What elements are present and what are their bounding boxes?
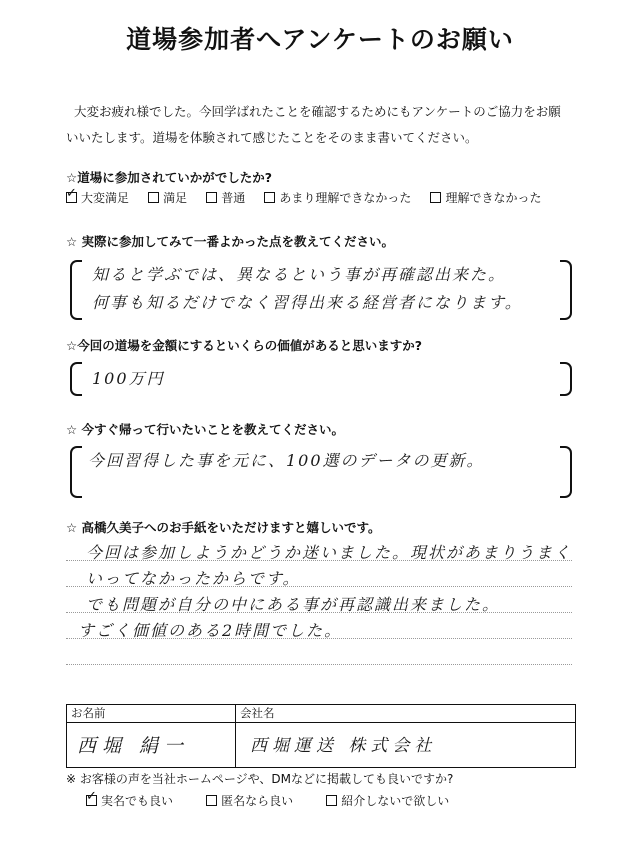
q1-option[interactable]: 満足 bbox=[148, 189, 187, 206]
name-cell[interactable] bbox=[67, 705, 236, 767]
q5-letter-line: すごく価値のある2時間でした。 bbox=[78, 621, 343, 640]
page-title: 道場参加者へアンケートのお願い bbox=[126, 25, 514, 54]
intro-line: 大変お疲れ様でした。今回学ばれたことを確認するためにもアンケートのご協力をお願 bbox=[74, 104, 561, 119]
consent-option[interactable]: ✓ 実名でも良い bbox=[86, 792, 173, 809]
q5-letter-line: いってなかったからです。 bbox=[86, 569, 301, 588]
q2-answer-line: 何事も知るだけでなく習得出来る経営者になります。 bbox=[92, 293, 523, 312]
q1-option[interactable]: 理解できなかった bbox=[430, 189, 541, 206]
name-label: お名前 bbox=[67, 705, 235, 723]
intro-text bbox=[66, 99, 586, 151]
q5-letter-line: 今回は参加しようかどうか迷いました。現状があまりうまく bbox=[86, 543, 573, 562]
checkbox[interactable] bbox=[86, 795, 97, 806]
bracket-left bbox=[70, 260, 82, 320]
name-value: 西堀 絹一 bbox=[77, 735, 190, 757]
q2-question: ☆ 実際に参加してみて一番よかった点を教えてください。 bbox=[66, 234, 395, 249]
checkbox[interactable] bbox=[264, 192, 275, 203]
checkbox[interactable] bbox=[206, 192, 217, 203]
checkbox[interactable] bbox=[66, 192, 77, 203]
q2-answer-line: 知ると学ぶでは、異なるという事が再確認出来た。 bbox=[92, 265, 507, 284]
q3-question: ☆今回の道場を金額にするといくらの価値があると思いますか? bbox=[66, 338, 422, 353]
intro-line: いいたします。道場を体験されて感じたことをそのまま書いてください。 bbox=[66, 130, 478, 145]
checkbox[interactable] bbox=[206, 795, 217, 806]
bracket-right bbox=[560, 446, 572, 498]
company-label: 会社名 bbox=[236, 705, 575, 723]
consent-option[interactable]: 匿名なら良い bbox=[206, 792, 293, 809]
q1-option[interactable]: 普通 bbox=[206, 189, 245, 206]
checkbox[interactable] bbox=[430, 192, 441, 203]
bracket-left bbox=[70, 446, 82, 498]
company-value: 西堀運送 株式会社 bbox=[250, 736, 437, 756]
q1-option[interactable]: ✓ 大変満足 bbox=[66, 189, 129, 206]
q1-option[interactable]: あまり理解できなかった bbox=[264, 189, 411, 206]
checkbox[interactable] bbox=[148, 192, 159, 203]
q4-answer: 今回習得した事を元に、100選のデータの更新。 bbox=[88, 451, 485, 470]
q1-question: ☆道場に参加されていかがでしたか? bbox=[66, 170, 272, 185]
consent-option[interactable]: 紹介しないで欲しい bbox=[326, 792, 449, 809]
name-company-table bbox=[66, 704, 576, 768]
ruled-line bbox=[66, 664, 572, 665]
consent-options bbox=[86, 791, 463, 810]
consent-question: ※ お客様の声を当社ホームページや、DMなどに掲載しても良いですか? bbox=[66, 772, 454, 786]
checkbox[interactable] bbox=[326, 795, 337, 806]
bracket-right bbox=[560, 260, 572, 320]
q3-answer: 100万円 bbox=[92, 369, 165, 388]
bracket-right bbox=[560, 362, 572, 396]
q4-question: ☆ 今すぐ帰って行いたいことを教えてください。 bbox=[66, 422, 345, 437]
q1-options bbox=[66, 188, 555, 207]
q5-letter-line: でも問題が自分の中にある事が再認識出来ました。 bbox=[86, 595, 501, 614]
company-cell[interactable] bbox=[236, 705, 575, 767]
q5-question: ☆ 高橋久美子へのお手紙をいただけますと嬉しいです。 bbox=[66, 520, 381, 535]
bracket-left bbox=[70, 362, 82, 396]
